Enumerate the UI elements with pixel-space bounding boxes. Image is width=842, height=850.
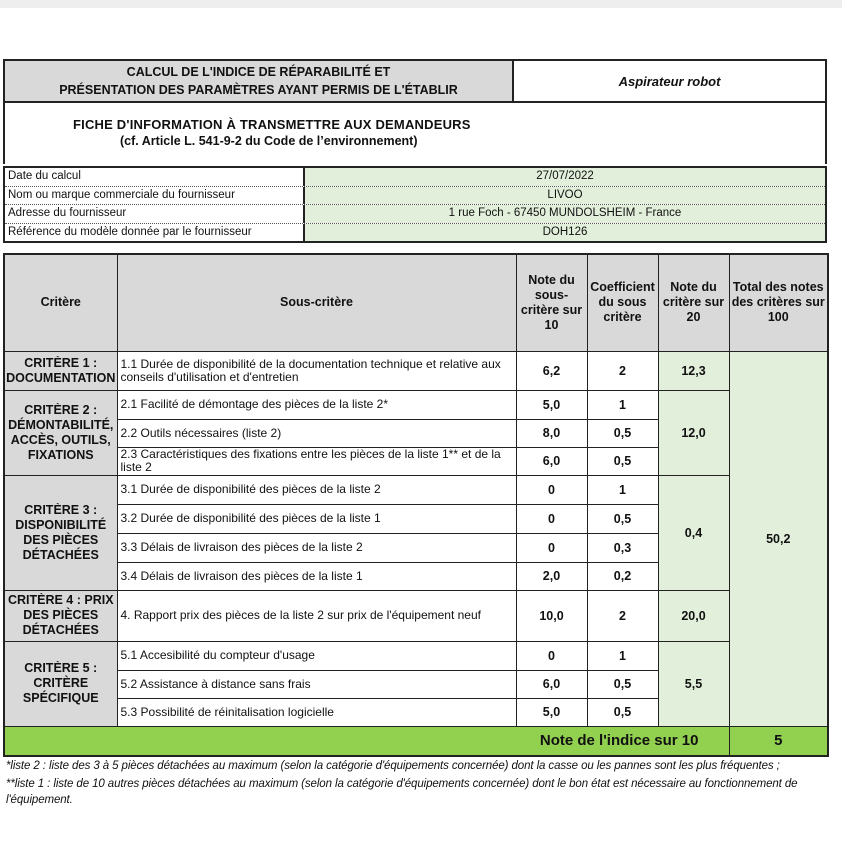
subcriterion-note: 0	[516, 533, 587, 562]
subcriterion-label: 1.1 Durée de disponibilité de la documentation technique et relative aux conseils d'utilisation et d'entretien	[117, 351, 516, 390]
info-label: Nom ou marque commerciale du fournisseur	[5, 187, 305, 205]
subcriterion-label: 3.2 Durée de disponibilité des pièces de la liste 1	[117, 504, 516, 533]
table-row	[4, 590, 828, 641]
subcriterion-note: 0	[516, 641, 587, 670]
footnote-liste-1: **liste 1 : liste de 10 autres pièces détachées au maximum (selon la catégorie d'équipements concernée) dont le bon état est nécessaire au fonctionnement de l'équipement.	[6, 778, 798, 806]
subcriterion-label: 2.3 Caractéristiques des fixations entre les pièces de la liste 1** et de la liste 2	[117, 447, 516, 475]
subcriterion-coef: 0,5	[587, 670, 658, 698]
subcriterion-label: 5.1 Accesibilité du compteur d'usage	[117, 641, 516, 670]
criterion-note: 12,0	[658, 390, 729, 475]
subcriterion-coef: 0,5	[587, 447, 658, 475]
info-value: DOH126	[305, 224, 825, 242]
subcriterion-coef: 0,2	[587, 562, 658, 590]
product-type-label: Aspirateur robot	[618, 73, 721, 89]
criterion-5	[4, 641, 117, 726]
subcriterion-note: 2,0	[516, 562, 587, 590]
fiche-heading	[3, 102, 827, 164]
table-row	[4, 641, 828, 670]
subcriterion-coef: 0,5	[587, 698, 658, 726]
criterion-note: 20,0	[658, 590, 729, 641]
subcriterion-label: 5.2 Assistance à distance sans frais	[117, 670, 516, 698]
criterion-3-label: CRITÈRE 3 : DISPONIBILITÉ DES PIÈCES DÉTACHÉES	[15, 502, 107, 562]
criterion-note: 5,5	[658, 641, 729, 726]
score-table	[3, 253, 829, 757]
footnotes	[6, 758, 826, 810]
criterion-3	[4, 475, 117, 590]
subcriterion-coef: 2	[587, 351, 658, 390]
criterion-4	[4, 590, 117, 641]
table-header-row	[4, 254, 828, 351]
subcriterion-coef: 1	[587, 390, 658, 419]
criterion-5-label: CRITÈRE 5 : CRITÈRE SPÉCIFIQUE	[22, 661, 99, 705]
subcriterion-coef: 0,5	[587, 419, 658, 447]
subcriterion-note: 5,0	[516, 390, 587, 419]
supplier-info	[3, 166, 827, 243]
criterion-2-label: CRITÈRE 2 : DÉMONTABILITÉ, ACCÈS, OUTILS, FIXATIONS	[8, 402, 114, 462]
top-band	[0, 0, 842, 8]
subcriterion-coef: 0,3	[587, 533, 658, 562]
info-value: LIVOO	[305, 187, 825, 205]
subcriterion-coef: 1	[587, 475, 658, 504]
subcriterion-label: 4. Rapport prix des pièces de la liste 2 sur prix de l'équipement neuf	[117, 590, 516, 641]
subcriterion-note: 6,0	[516, 447, 587, 475]
fiche-title: FICHE D'INFORMATION À TRANSMETTRE AUX DEMANDEURS	[73, 117, 471, 132]
info-row	[5, 168, 825, 187]
subcriterion-note: 6,2	[516, 351, 587, 390]
subcriterion-label: 2.2 Outils nécessaires (liste 2)	[117, 419, 516, 447]
criterion-1-label: CRITÈRE 1 : DOCUMENTATION	[6, 355, 116, 385]
product-type	[513, 59, 827, 103]
table-row	[4, 390, 828, 419]
sheet-title	[3, 59, 514, 103]
subcriterion-note: 0	[516, 475, 587, 504]
subcriterion-label: 3.4 Délais de livraison des pièces de la liste 1	[117, 562, 516, 590]
table-footer-row	[4, 726, 828, 756]
subcriterion-coef: 0,5	[587, 504, 658, 533]
index-label: Note de l'indice sur 10	[4, 726, 729, 756]
subcriterion-label: 3.3 Délais de livraison des pièces de la liste 2	[117, 533, 516, 562]
subcriterion-coef: 1	[587, 641, 658, 670]
subcriterion-label: 2.1 Facilité de démontage des pièces de la liste 2*	[117, 390, 516, 419]
info-label: Adresse du fournisseur	[5, 205, 305, 223]
info-row	[5, 205, 825, 224]
header-note-critere: Note du critère sur 20	[658, 254, 729, 351]
sheet-title-line1: CALCUL DE L'INDICE DE RÉPARABILITÉ ET	[126, 65, 391, 79]
info-value: 27/07/2022	[305, 168, 825, 186]
header-critere: Critère	[4, 254, 117, 351]
subcriterion-coef: 2	[587, 590, 658, 641]
table-row	[4, 475, 828, 504]
sheet-title-line2: PRÉSENTATION DES PARAMÈTRES AYANT PERMIS DE L'ÉTABLIR	[59, 83, 458, 97]
subcriterion-note: 5,0	[516, 698, 587, 726]
subcriterion-note: 10,0	[516, 590, 587, 641]
criterion-4-label: CRITÈRE 4 : PRIX DES PIÈCES DÉTACHÉES	[7, 593, 114, 637]
table-row	[4, 351, 828, 390]
criterion-1	[4, 351, 117, 390]
info-value: 1 rue Foch - 67450 MUNDOLSHEIM - France	[305, 205, 825, 223]
subcriterion-note: 6,0	[516, 670, 587, 698]
info-label: Référence du modèle donnée par le fournisseur	[5, 224, 305, 242]
criterion-note: 0,4	[658, 475, 729, 590]
header-sous-critere: Sous-critère	[117, 254, 516, 351]
info-row	[5, 224, 825, 242]
header-note-sous-critere: Note du sous-critère sur 10	[516, 254, 587, 351]
header-coefficient: Coefficient du sous critère	[587, 254, 658, 351]
fiche-reference: (cf. Article L. 541-9-2 du Code de l’environnement)	[120, 134, 418, 148]
subcriterion-label: 5.3 Possibilité de réinitalisation logicielle	[117, 698, 516, 726]
subcriterion-note: 8,0	[516, 419, 587, 447]
total-score: 50,2	[729, 351, 828, 726]
info-label: Date du calcul	[5, 168, 305, 186]
index-score: 5	[729, 726, 828, 756]
criterion-note: 12,3	[658, 351, 729, 390]
criterion-2	[4, 390, 117, 475]
subcriterion-label: 3.1 Durée de disponibilité des pièces de la liste 2	[117, 475, 516, 504]
header-total: Total des notes des critères sur 100	[729, 254, 828, 351]
subcriterion-note: 0	[516, 504, 587, 533]
info-row	[5, 187, 825, 206]
footnote-liste-2: *liste 2 : liste des 3 à 5 pièces détachées au maximum (selon la catégorie d'équipements concernée) dont la casse ou les pannes sont les plus fréquentes ;	[6, 760, 780, 772]
